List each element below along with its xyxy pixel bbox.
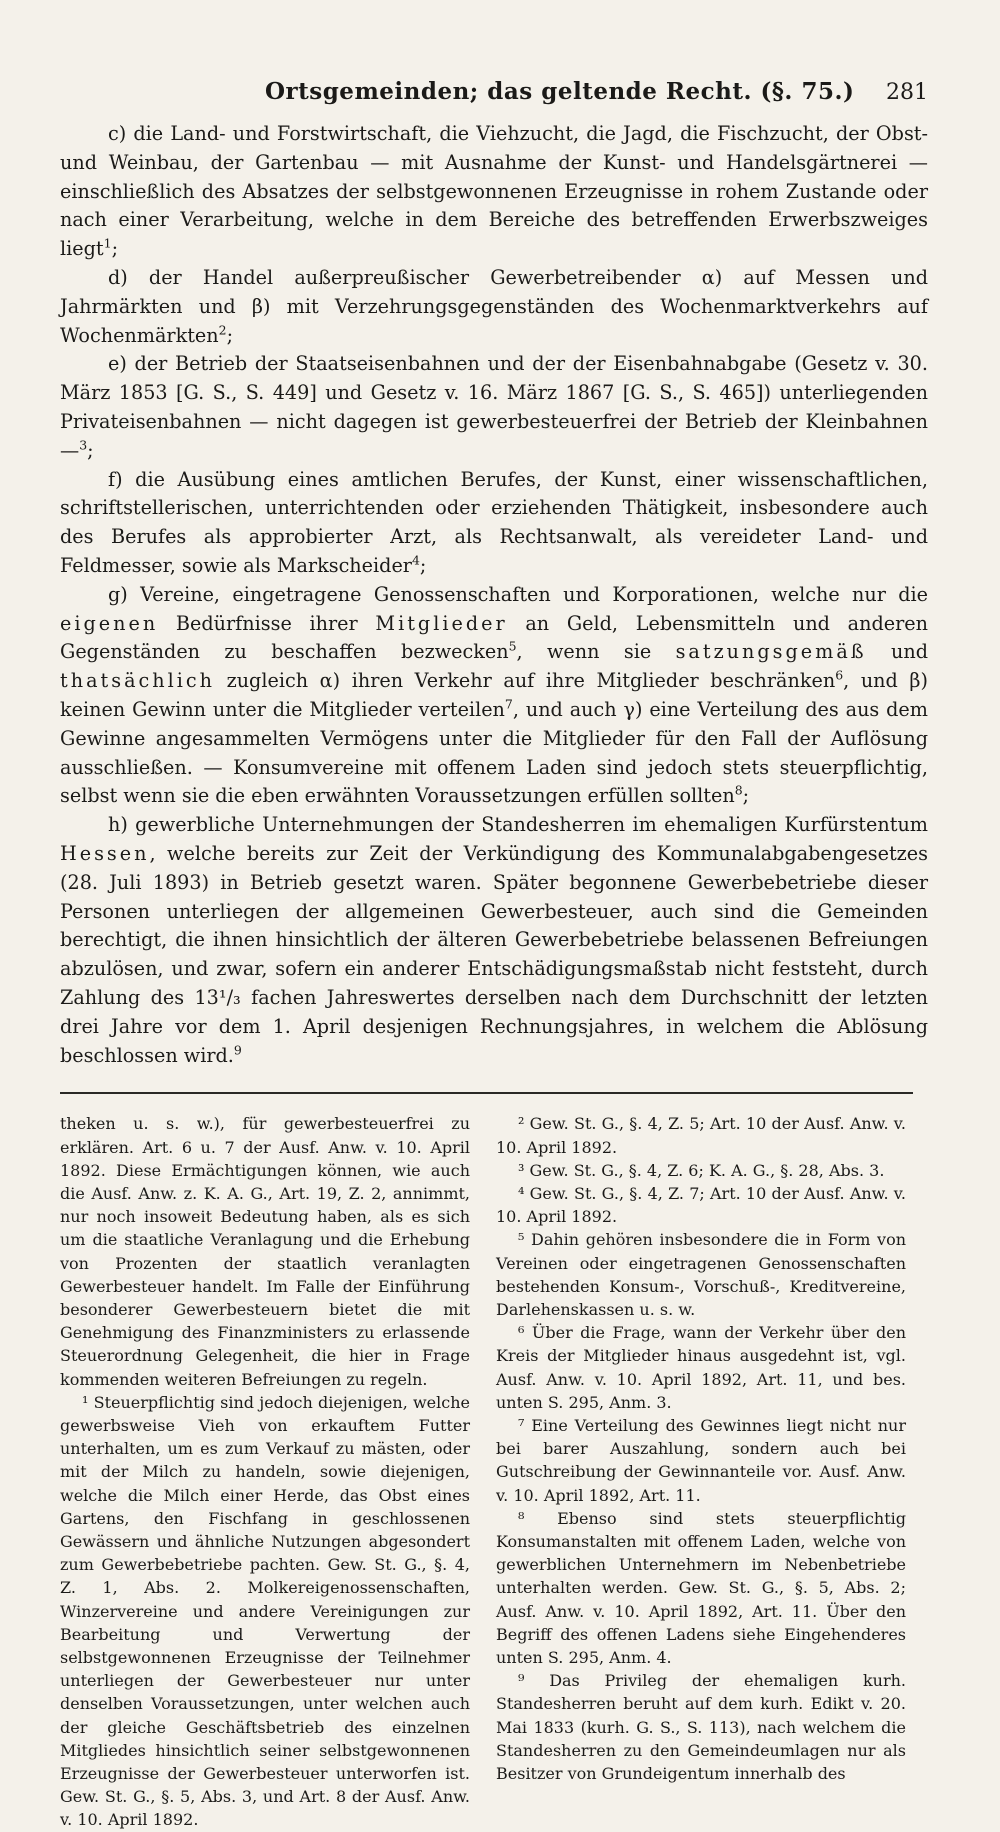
paragraph-f-text: f) die Ausübung eines amtlichen Berufes, der Kunst, einer wissenschaftlichen, schriftstellerischen, unterrichtenden oder erziehenden Thätigkeit, insbesondere auch des Berufes als approbierter Arzt, als Rechtsanwalt, als vereideter Land- und Feldmesser, sowie als Markscheider xyxy=(60,467,928,577)
footnotes xyxy=(60,1112,928,1831)
footnote-divider xyxy=(60,1092,913,1094)
footnote-2: ² Gew. St. G., §. 4, Z. 5; Art. 10 der Ausf. Anw. v. 10. April 1892. xyxy=(496,1114,906,1157)
footnotes-left-column xyxy=(60,1112,470,1831)
paragraph-g-text-d: , wenn sie xyxy=(516,640,652,664)
paragraph-e-text: e) der Betrieb der Staatseisenbahnen und der der Eisenbahnabgabe (Gesetz v. 30. März 1853 [G. S., S. 449] und Gesetz v. 16. März 1867 [G. S., S. 465]) unterliegenden Privateisenbahnen — nicht dagegen ist gewerbesteuerfrei der Betrieb der Kleinbahnen — xyxy=(60,352,928,462)
paragraph-h-text-a: h) gewerbliche Unternehmungen der Standesherren im ehemaligen Kurfürstentum xyxy=(108,813,928,837)
footnote-1: ¹ Steuerpflichtig sind jedoch diejenigen, welche gewerbsweise Vieh von erkauftem Futter unterhalten, um es zum Verkauf zu mästen, oder mit der Milch zu handeln, sowie diejenigen, welche die Milch einer Herde, das Obst eines Gartens, den Fischfang in geschlossenen Gewässern und ähnliche Nutzungen abgesondert zum Gewerbebetriebe pachten. Gew. St. G., §. 4, Z. 1, Abs. 2. Molkereigenossenschaften, Winzervereine und andere Vereinigungen zur Bearbeitung und Verwertung der selbstgewonnenen Erzeugnisse der Teilnehmer unterliegen der Gewerbesteuer nur unter denselben Voraussetzungen, unter welchen auch der gleiche Geschäftsbetrieb des einzelnen Mitgliedes hinsichtlich seiner selbstgewonnenen Erzeugnisse der Gewerbesteuer unterworfen ist. Gew. St. G., §. 5, Abs. 3, und Art. 8 der Ausf. Anw. v. 10. April 1892. xyxy=(60,1392,470,1830)
paragraph-g xyxy=(60,581,928,811)
paragraph-g-text-e: und xyxy=(891,640,928,664)
paragraph-c xyxy=(60,120,928,264)
main-text xyxy=(60,120,928,1070)
paragraph-d-text: d) der Handel außerpreußischer Gewerbetreibender α) auf Messen und Jahrmärkten und β) mit Verzehrungsgegenständen des Wochenmarktverkehrs auf Wochenmärkten xyxy=(60,265,928,347)
paragraph-f xyxy=(60,466,928,581)
footnote-7: ⁷ Eine Verteilung des Gewinnes liegt nicht nur bei barer Auszahlung, sondern auch bei Gutschreibung der Gewinnanteile vor. Ausf. Anw. v. 10. April 1892, Art. 11. xyxy=(496,1415,906,1505)
footnote-ref-4: 4 xyxy=(411,552,420,568)
footnote-continuation: theken u. s. w.), für gewerbesteuerfrei zu erklären. Art. 6 u. 7 der Ausf. Anw. v. 10. April 1892. Diese Ermächtigungen können, wie auch die Ausf. Anw. z. K. A. G., Art. 19, Z. 2, annimmt, nur noch insoweit Bedeutung haben, als es sich um die staatliche Veranlagung und die Erhebung von Prozenten der staatlich veranlagten Gewerbesteuer handelt. Im Falle der Einführung besonderer Gewerbesteuern bietet die mit Genehmigung des Finanzministers zu erlassende Steuerordnung Gelegenheit, die hier in Frage kommenden weiteren Befreiungen zu regeln. xyxy=(60,1114,470,1389)
footnote-ref-6: 6 xyxy=(835,667,844,683)
page-number: 281 xyxy=(886,80,928,105)
emphasis-thatsaechlich: thatsächlich xyxy=(60,669,215,693)
paragraph-g-text-a: g) Vereine, eingetragene Genossenschaften und Korporationen, welche nur die xyxy=(108,582,928,606)
footnote-8: ⁸ Ebenso sind stets steuerpflichtig Konsumanstalten mit offenem Laden, welche von gewerblichen Unternehmern im Nebenbetriebe unterhalten werden. Gew. St. G., §. 5, Abs. 2; Ausf. Anw. v. 10. April 1892, Art. 11. Über den Begriff des offenen Ladens siehe Eingehenderes unten S. 295, Anm. 4. xyxy=(496,1508,906,1667)
paragraph-h xyxy=(60,811,928,1070)
emphasis-hessen: Hessen xyxy=(60,841,150,865)
emphasis-eigenen: eigenen xyxy=(60,611,159,635)
footnote-ref-1: 1 xyxy=(103,235,112,251)
paragraph-g-end: ; xyxy=(742,784,750,808)
paragraph-d-end: ; xyxy=(226,323,234,347)
running-title: Ortsgemeinden; das geltende Recht. (§. 75.) xyxy=(265,78,855,105)
footnote-ref-3: 3 xyxy=(79,437,88,453)
paragraph-g-text-f: zugleich α) ihren Verkehr auf ihre Mitglieder beschränken xyxy=(226,669,836,693)
paragraph-g-text-b: Bedürfnisse ihrer xyxy=(175,611,358,635)
paragraph-d xyxy=(60,264,928,350)
footnote-ref-9: 9 xyxy=(233,1042,242,1058)
paragraph-c-text: c) die Land- und Forstwirtschaft, die Viehzucht, die Jagd, die Fischzucht, der Obst- und Weinbau, der Gartenbau — mit Ausnahme der Kunst- und Handelsgärtnerei — einschließlich des Absatzes der selbstgewonnenen Erzeugnisse in rohem Zustande oder nach einer Verarbeitung, welche in dem Bereiche des betreffenden Erwerbszweiges liegt xyxy=(60,122,928,261)
footnote-5: ⁵ Dahin gehören insbesondere die in Form von Vereinen oder eingetragenen Genossenschaften bestehenden Konsum-, Vorschuß-, Kreditvereine, Darlehenskassen u. s. w. xyxy=(496,1230,906,1319)
paragraph-g-text-c: an Geld, Lebensmitteln und anderen Gegenständen zu beschaffen bezwecken xyxy=(60,611,928,664)
running-head xyxy=(60,72,928,112)
paragraph-c-end: ; xyxy=(111,237,119,261)
paragraph-e-end: ; xyxy=(87,438,94,462)
footnote-3: ³ Gew. St. G., §. 4, Z. 6; K. A. G., §. 28, Abs. 3. xyxy=(518,1160,885,1180)
paragraph-h-text-b: , welche bereits zur Zeit der Verkündigung des Kommunalabgabengesetzes (28. Juli 1893) in Betrieb gesetzt waren. Später begonnene Gewerbebetriebe dieser Personen unterliegen der allgemeinen Gewerbesteuer, auch sind die Gemeinden berechtigt, die ihnen hinsichtlich der älteren Gewerbebetriebe belassenen Befreiungen abzulösen, und zwar, sofern ein anderer Entschädigungsmaßstab nicht feststeht, durch Zahlung des 13¹/₃ fachen Jahreswertes derselben nach dem Durchschnitt der letzten drei Jahre vor dem 1. April desjenigen Rechnungsjahres, in welchem die Ablösung beschlossen wird. xyxy=(60,841,928,1067)
paragraph-g-text-h: , und auch γ) eine Verteilung des aus dem Gewinne angesammelten Vermögens unter die Mitglieder für den Fall der Auflösung ausschließen. — Konsumvereine mit offenem Laden sind jedoch stets steuerpflichtig, selbst wenn sie die eben erwähnten Voraussetzungen erfüllen sollten xyxy=(60,697,928,808)
footnotes-right-column xyxy=(496,1112,906,1831)
paragraph-g-text-g: , und β) keinen Gewinn unter die Mitglieder verteilen xyxy=(60,669,928,721)
footnote-ref-5: 5 xyxy=(508,638,517,654)
footnote-ref-2: 2 xyxy=(218,322,227,338)
footnote-6: ⁶ Über die Frage, wann der Verkehr über den Kreis der Mitglieder hinaus ausgedehnt ist, vgl. Ausf. Anw. v. 10. April 1892, Art. 11, und bes. unten S. 295, Anm. 3. xyxy=(496,1323,906,1412)
paragraph-e xyxy=(60,350,928,465)
emphasis-satzungsgemaess: satzungsgemäß xyxy=(675,640,867,664)
paragraph-f-end: ; xyxy=(419,553,427,577)
footnote-4: ⁴ Gew. St. G., §. 4, Z. 7; Art. 10 der Ausf. Anw. v. 10. April 1892. xyxy=(496,1183,906,1227)
footnote-ref-8: 8 xyxy=(734,782,743,798)
footnote-ref-7: 7 xyxy=(504,696,513,712)
emphasis-mitglieder: Mitglieder xyxy=(375,611,508,635)
footnote-9: ⁹ Das Privileg der ehemaligen kurh. Standesherren beruht auf dem kurh. Edikt v. 20. Mai 1833 (kurh. G. S., S. 113), nach welchem die Standesherren zu den Gemeindeumlagen nur als Besitzer von Grundeigentum innerhalb des xyxy=(496,1671,906,1783)
